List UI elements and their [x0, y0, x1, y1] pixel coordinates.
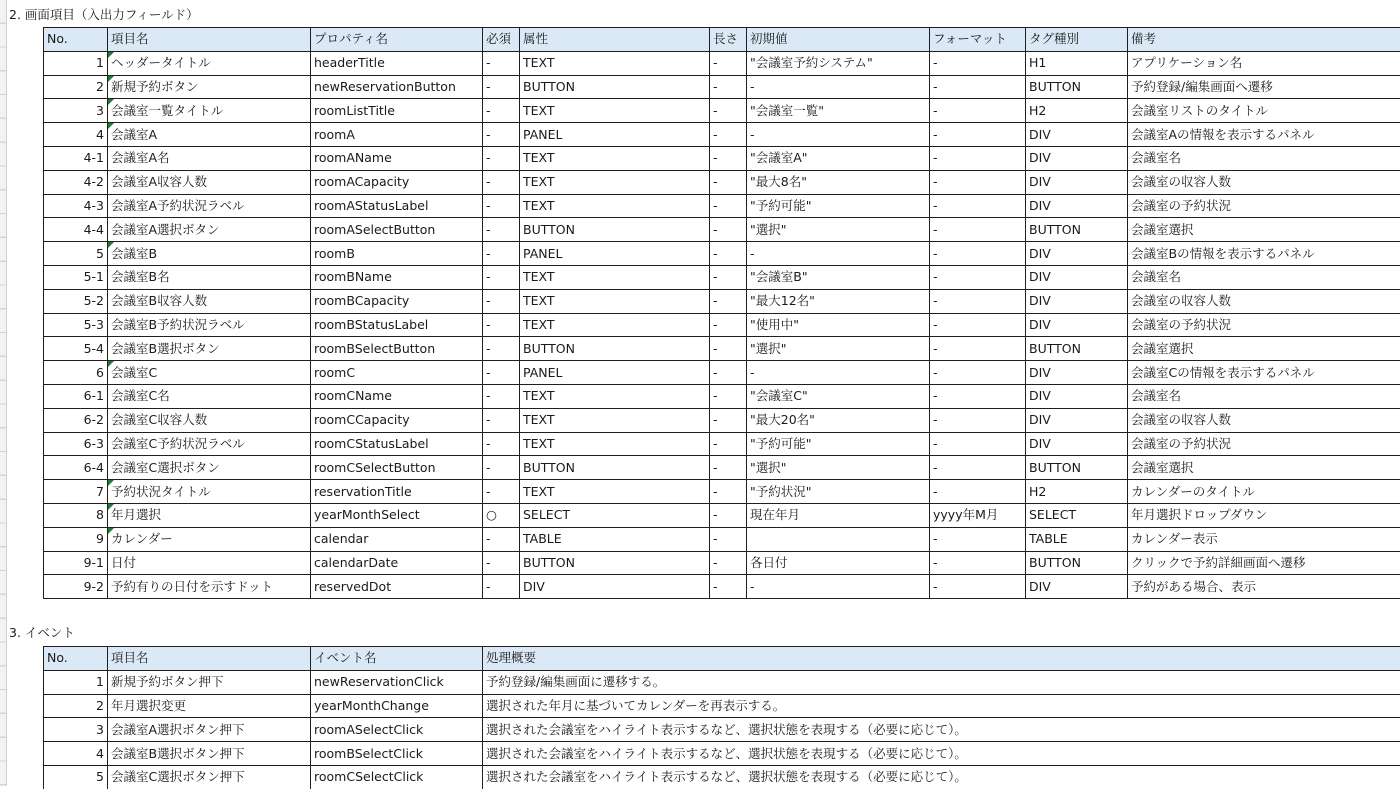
table-row [44, 575, 1400, 599]
cell-item-name[interactable]: 会議室C予約状況ラベル [108, 432, 311, 456]
cell-format[interactable]: - [930, 432, 1026, 456]
cell-no[interactable]: 4-3 [44, 194, 108, 218]
header-event-name[interactable]: イベント名 [311, 647, 483, 671]
cell-format[interactable]: - [930, 384, 1026, 408]
cell-event-name[interactable]: roomCSelectClick [311, 765, 483, 788]
table-row [44, 99, 1400, 123]
cell-format[interactable]: yyyy年M月 [930, 503, 1026, 527]
cell-property-name[interactable]: newReservationButton [311, 75, 483, 99]
cell-property-name[interactable]: headerTitle [311, 51, 483, 75]
table-row [44, 408, 1400, 432]
cell-tag-type[interactable]: DIV [1026, 432, 1128, 456]
cell-remarks[interactable]: 会議室選択 [1128, 218, 1400, 242]
table-row [44, 313, 1400, 337]
cell-required[interactable]: - [483, 242, 520, 266]
cell-required[interactable]: - [483, 337, 520, 361]
cell-attribute[interactable]: PANEL [520, 361, 710, 385]
cell-item-name[interactable]: 会議室B選択ボタン [108, 337, 311, 361]
cell-event-name[interactable]: newReservationClick [311, 670, 483, 694]
cell-property-name[interactable]: roomCCapacity [311, 408, 483, 432]
cell-item-name[interactable]: 会議室A [108, 123, 311, 147]
table-row [44, 503, 1400, 527]
cell-attribute[interactable]: BUTTON [520, 218, 710, 242]
cell-tag-type[interactable]: H1 [1026, 51, 1128, 75]
cell-no[interactable]: 1 [44, 670, 108, 694]
cell-length[interactable]: - [710, 51, 747, 75]
cell-no[interactable]: 5 [44, 765, 108, 788]
cell-length[interactable]: - [710, 194, 747, 218]
cell-required[interactable]: - [483, 361, 520, 385]
cell-required[interactable]: - [483, 146, 520, 170]
cell-format[interactable]: - [930, 99, 1026, 123]
cell-format[interactable]: - [930, 361, 1026, 385]
cell-required[interactable]: - [483, 218, 520, 242]
cell-tag-type[interactable]: DIV [1026, 289, 1128, 313]
cell-remarks[interactable]: 年月選択ドロップダウン [1128, 503, 1400, 527]
cell-property-name[interactable]: reservationTitle [311, 480, 483, 504]
table-row [44, 75, 1400, 99]
cell-no[interactable]: 4-2 [44, 170, 108, 194]
cell-item-name[interactable]: カレンダー [108, 527, 311, 551]
cell-initial-value[interactable]: "会議室一覧" [747, 99, 930, 123]
cell-no[interactable]: 4-1 [44, 146, 108, 170]
cell-format[interactable]: - [930, 575, 1026, 599]
table-row [44, 551, 1400, 575]
cell-initial-value[interactable]: - [747, 242, 930, 266]
cell-event-name[interactable]: roomASelectClick [311, 718, 483, 742]
cell-attribute[interactable]: DIV [520, 575, 710, 599]
cell-length[interactable]: - [710, 456, 747, 480]
cell-attribute[interactable]: TEXT [520, 432, 710, 456]
cell-item-name[interactable]: 会議室一覧タイトル [108, 99, 311, 123]
cell-property-name[interactable]: roomBStatusLabel [311, 313, 483, 337]
cell-required[interactable]: - [483, 170, 520, 194]
table-row [44, 670, 1400, 694]
cell-property-name[interactable]: yearMonthSelect [311, 503, 483, 527]
cell-remarks[interactable]: 予約がある場合、表示 [1128, 575, 1400, 599]
cell-tag-type[interactable]: DIV [1026, 361, 1128, 385]
table-row [44, 218, 1400, 242]
cell-length[interactable]: - [710, 384, 747, 408]
cell-property-name[interactable]: roomListTitle [311, 99, 483, 123]
cell-length[interactable]: - [710, 123, 747, 147]
cell-required[interactable]: - [483, 99, 520, 123]
cell-initial-value[interactable]: 現在年月 [747, 503, 930, 527]
cell-item-name[interactable]: 会議室C選択ボタン [108, 456, 311, 480]
cell-attribute[interactable]: TEXT [520, 99, 710, 123]
cell-item-name[interactable]: 新規予約ボタン押下 [108, 670, 311, 694]
cell-no[interactable]: 2 [44, 694, 108, 718]
cell-tag-type[interactable]: DIV [1026, 123, 1128, 147]
cell-item-name[interactable]: ヘッダータイトル [108, 51, 311, 75]
cell-length[interactable]: - [710, 337, 747, 361]
cell-no[interactable]: 4-4 [44, 218, 108, 242]
cell-tag-type[interactable]: SELECT [1026, 503, 1128, 527]
cell-attribute[interactable]: BUTTON [520, 337, 710, 361]
cell-property-name[interactable]: calendar [311, 527, 483, 551]
cell-tag-type[interactable]: DIV [1026, 575, 1128, 599]
cell-length[interactable]: - [710, 242, 747, 266]
cell-tag-type[interactable]: BUTTON [1026, 218, 1128, 242]
cell-remarks[interactable]: アプリケーション名 [1128, 51, 1400, 75]
cell-no[interactable]: 2 [44, 75, 108, 99]
header-tag-type[interactable]: タグ種別 [1026, 28, 1128, 52]
header-no[interactable]: No. [44, 647, 108, 671]
cell-remarks[interactable]: 会議室の収容人数 [1128, 289, 1400, 313]
cell-attribute[interactable]: TEXT [520, 313, 710, 337]
cell-length[interactable]: - [710, 575, 747, 599]
cell-length[interactable]: - [710, 408, 747, 432]
cell-tag-type[interactable]: DIV [1026, 384, 1128, 408]
cell-initial-value[interactable] [747, 527, 930, 551]
cell-attribute[interactable]: TEXT [520, 384, 710, 408]
cell-remarks[interactable]: 会議室の収容人数 [1128, 170, 1400, 194]
cell-no[interactable]: 9 [44, 527, 108, 551]
cell-required[interactable]: - [483, 408, 520, 432]
cell-format[interactable]: - [930, 146, 1026, 170]
cell-tag-type[interactable]: BUTTON [1026, 456, 1128, 480]
cell-tag-type[interactable]: DIV [1026, 194, 1128, 218]
cell-item-name[interactable]: 年月選択変更 [108, 694, 311, 718]
cell-no[interactable]: 4 [44, 742, 108, 766]
cell-property-name[interactable]: roomBCapacity [311, 289, 483, 313]
cell-remarks[interactable]: カレンダー表示 [1128, 527, 1400, 551]
cell-initial-value[interactable]: "最大8名" [747, 170, 930, 194]
fields-table [43, 27, 1400, 599]
table-row [44, 51, 1400, 75]
cell-tag-type[interactable]: DIV [1026, 170, 1128, 194]
cell-no[interactable]: 8 [44, 503, 108, 527]
cell-length[interactable]: - [710, 480, 747, 504]
cell-initial-value[interactable]: - [747, 361, 930, 385]
cell-item-name[interactable]: 会議室B選択ボタン押下 [108, 742, 311, 766]
cell-format[interactable]: - [930, 313, 1026, 337]
table-row [44, 170, 1400, 194]
cell-item-name[interactable]: 会議室B [108, 242, 311, 266]
cell-initial-value[interactable]: "最大20名" [747, 408, 930, 432]
cell-format[interactable]: - [930, 265, 1026, 289]
cell-remarks[interactable]: 会議室選択 [1128, 337, 1400, 361]
table-row [44, 194, 1400, 218]
cell-length[interactable]: - [710, 265, 747, 289]
table-row [44, 765, 1400, 788]
cell-format[interactable]: - [930, 51, 1026, 75]
cell-attribute[interactable]: TEXT [520, 480, 710, 504]
cell-remarks[interactable]: 会議室名 [1128, 384, 1400, 408]
cell-required[interactable]: - [483, 527, 520, 551]
cell-attribute[interactable]: BUTTON [520, 75, 710, 99]
events-table [43, 646, 1400, 789]
cell-format[interactable]: - [930, 480, 1026, 504]
cell-item-name[interactable]: 会議室A選択ボタン [108, 218, 311, 242]
cell-process-summary[interactable]: 選択された会議室をハイライト表示するなど、選択状態を表現する（必要に応じて）。 [483, 718, 1400, 742]
cell-process-summary[interactable]: 選択された会議室をハイライト表示するなど、選択状態を表現する（必要に応じて）。 [483, 742, 1400, 766]
cell-required[interactable]: - [483, 313, 520, 337]
header-initial-value[interactable]: 初期値 [747, 28, 930, 52]
cell-no[interactable]: 5-2 [44, 289, 108, 313]
header-item-name[interactable]: 項目名 [108, 28, 311, 52]
table-row [44, 361, 1400, 385]
cell-required[interactable]: - [483, 289, 520, 313]
cell-remarks[interactable]: 会議室Cの情報を表示するパネル [1128, 361, 1400, 385]
cell-no[interactable]: 6-2 [44, 408, 108, 432]
cell-required[interactable]: - [483, 194, 520, 218]
cell-property-name[interactable]: roomASelectButton [311, 218, 483, 242]
cell-tag-type[interactable]: DIV [1026, 265, 1128, 289]
section-fields-title: 2. 画面項目（入出力フィールド） [9, 4, 199, 26]
cell-item-name[interactable]: 予約有りの日付を示すドット [108, 575, 311, 599]
cell-attribute[interactable]: BUTTON [520, 551, 710, 575]
cell-length[interactable]: - [710, 503, 747, 527]
cell-required[interactable]: - [483, 265, 520, 289]
header-length[interactable]: 長さ [710, 28, 747, 52]
table-row [44, 146, 1400, 170]
table-row [44, 289, 1400, 313]
cell-attribute[interactable]: TEXT [520, 289, 710, 313]
cell-no[interactable]: 4 [44, 123, 108, 147]
cell-initial-value[interactable]: - [747, 75, 930, 99]
cell-format[interactable]: - [930, 527, 1026, 551]
cell-tag-type[interactable]: DIV [1026, 408, 1128, 432]
cell-no[interactable]: 6 [44, 361, 108, 385]
table-row [44, 123, 1400, 147]
cell-format[interactable]: - [930, 218, 1026, 242]
cell-length[interactable]: - [710, 99, 747, 123]
header-item-name[interactable]: 項目名 [108, 647, 311, 671]
cell-attribute[interactable]: TEXT [520, 408, 710, 432]
cell-length[interactable]: - [710, 218, 747, 242]
cell-attribute[interactable]: BUTTON [520, 456, 710, 480]
cell-initial-value[interactable]: "最大12名" [747, 289, 930, 313]
cell-initial-value[interactable]: 各日付 [747, 551, 930, 575]
cell-format[interactable]: - [930, 337, 1026, 361]
cell-no[interactable]: 6-3 [44, 432, 108, 456]
cell-remarks[interactable]: 会議室Bの情報を表示するパネル [1128, 242, 1400, 266]
cell-attribute[interactable]: PANEL [520, 242, 710, 266]
header-required[interactable]: 必須 [483, 28, 520, 52]
cell-length[interactable]: - [710, 432, 747, 456]
table-row [44, 718, 1400, 742]
cell-length[interactable]: - [710, 527, 747, 551]
cell-item-name[interactable]: 年月選択 [108, 503, 311, 527]
cell-property-name[interactable]: roomC [311, 361, 483, 385]
cell-attribute[interactable]: TABLE [520, 527, 710, 551]
cell-format[interactable]: - [930, 551, 1026, 575]
cell-remarks[interactable]: 会議室名 [1128, 146, 1400, 170]
cell-item-name[interactable]: 会議室C収容人数 [108, 408, 311, 432]
cell-initial-value[interactable]: "会議室B" [747, 265, 930, 289]
cell-item-name[interactable]: 日付 [108, 551, 311, 575]
cell-required[interactable]: - [483, 123, 520, 147]
cell-no[interactable]: 6-1 [44, 384, 108, 408]
cell-length[interactable]: - [710, 146, 747, 170]
cell-remarks[interactable]: 予約登録/編集画面へ遷移 [1128, 75, 1400, 99]
cell-property-name[interactable]: roomCName [311, 384, 483, 408]
cell-initial-value[interactable]: - [747, 575, 930, 599]
cell-initial-value[interactable]: "予約可能" [747, 194, 930, 218]
cell-item-name[interactable]: 会議室C [108, 361, 311, 385]
cell-format[interactable]: - [930, 289, 1026, 313]
cell-attribute[interactable]: TEXT [520, 265, 710, 289]
cell-property-name[interactable]: roomCSelectButton [311, 456, 483, 480]
cell-initial-value[interactable]: "予約状況" [747, 480, 930, 504]
cell-item-name[interactable]: 会議室C選択ボタン押下 [108, 765, 311, 788]
cell-property-name[interactable]: roomACapacity [311, 170, 483, 194]
cell-remarks[interactable]: 会議室名 [1128, 265, 1400, 289]
table-row [44, 456, 1400, 480]
cell-initial-value[interactable]: "選択" [747, 456, 930, 480]
header-attribute[interactable]: 属性 [520, 28, 710, 52]
cell-no[interactable]: 1 [44, 51, 108, 75]
cell-format[interactable]: - [930, 123, 1026, 147]
cell-tag-type[interactable]: DIV [1026, 146, 1128, 170]
cell-initial-value[interactable]: "会議室予約システム" [747, 51, 930, 75]
cell-event-name[interactable]: roomBSelectClick [311, 742, 483, 766]
cell-required[interactable]: - [483, 384, 520, 408]
cell-no[interactable]: 7 [44, 480, 108, 504]
cell-remarks[interactable]: 会議室の予約状況 [1128, 432, 1400, 456]
cell-remarks[interactable]: 会議室の収容人数 [1128, 408, 1400, 432]
cell-remarks[interactable]: クリックで予約詳細画面へ遷移 [1128, 551, 1400, 575]
cell-item-name[interactable]: 会議室A名 [108, 146, 311, 170]
row-header-strip [0, 0, 7, 786]
cell-length[interactable]: - [710, 551, 747, 575]
cell-item-name[interactable]: 会議室C名 [108, 384, 311, 408]
cell-property-name[interactable]: reservedDot [311, 575, 483, 599]
cell-length[interactable]: - [710, 361, 747, 385]
cell-property-name[interactable]: roomCStatusLabel [311, 432, 483, 456]
cell-no[interactable]: 3 [44, 718, 108, 742]
header-no[interactable]: No. [44, 28, 108, 52]
cell-property-name[interactable]: roomBName [311, 265, 483, 289]
cell-attribute[interactable]: TEXT [520, 146, 710, 170]
cell-event-name[interactable]: yearMonthChange [311, 694, 483, 718]
cell-no[interactable]: 3 [44, 99, 108, 123]
cell-remarks[interactable]: 会議室Aの情報を表示するパネル [1128, 123, 1400, 147]
cell-property-name[interactable]: roomB [311, 242, 483, 266]
cell-length[interactable]: - [710, 289, 747, 313]
cell-process-summary[interactable]: 予約登録/編集画面に遷移する。 [483, 670, 1400, 694]
cell-length[interactable]: - [710, 313, 747, 337]
cell-format[interactable]: - [930, 170, 1026, 194]
cell-tag-type[interactable]: TABLE [1026, 527, 1128, 551]
cell-tag-type[interactable]: DIV [1026, 313, 1128, 337]
cell-initial-value[interactable]: "予約可能" [747, 432, 930, 456]
cell-no[interactable]: 5-3 [44, 313, 108, 337]
cell-initial-value[interactable]: "選択" [747, 337, 930, 361]
header-remarks[interactable]: 備考 [1128, 28, 1400, 52]
cell-no[interactable]: 5-4 [44, 337, 108, 361]
cell-required[interactable]: - [483, 51, 520, 75]
cell-format[interactable]: - [930, 194, 1026, 218]
cell-attribute[interactable]: SELECT [520, 503, 710, 527]
cell-remarks[interactable]: 会議室リストのタイトル [1128, 99, 1400, 123]
cell-item-name[interactable]: 会議室A選択ボタン押下 [108, 718, 311, 742]
cell-format[interactable]: - [930, 75, 1026, 99]
cell-no[interactable]: 5-1 [44, 265, 108, 289]
table-row [44, 432, 1400, 456]
cell-remarks[interactable]: 会議室の予約状況 [1128, 194, 1400, 218]
table-row [44, 527, 1400, 551]
cell-property-name[interactable]: roomAStatusLabel [311, 194, 483, 218]
cell-item-name[interactable]: 予約状況タイトル [108, 480, 311, 504]
cell-tag-type[interactable]: BUTTON [1026, 551, 1128, 575]
cell-property-name[interactable]: roomBSelectButton [311, 337, 483, 361]
cell-required[interactable]: - [483, 456, 520, 480]
header-process-summary[interactable]: 処理概要 [483, 647, 1400, 671]
cell-tag-type[interactable]: BUTTON [1026, 337, 1128, 361]
cell-length[interactable]: - [710, 170, 747, 194]
cell-required[interactable]: - [483, 551, 520, 575]
cell-initial-value[interactable]: - [747, 123, 930, 147]
cell-item-name[interactable]: 会議室A収容人数 [108, 170, 311, 194]
cell-attribute[interactable]: TEXT [520, 194, 710, 218]
events-header-row [44, 647, 1400, 671]
cell-format[interactable]: - [930, 408, 1026, 432]
cell-item-name[interactable]: 会議室B名 [108, 265, 311, 289]
cell-remarks[interactable]: カレンダーのタイトル [1128, 480, 1400, 504]
section-events-title: 3. イベント [9, 622, 75, 644]
cell-format[interactable]: - [930, 242, 1026, 266]
cell-item-name[interactable]: 会議室B予約状況ラベル [108, 313, 311, 337]
cell-format[interactable]: - [930, 456, 1026, 480]
cell-required[interactable]: - [483, 480, 520, 504]
cell-attribute[interactable]: TEXT [520, 51, 710, 75]
cell-initial-value[interactable]: "選択" [747, 218, 930, 242]
cell-process-summary[interactable]: 選択された年月に基づいてカレンダーを再表示する。 [483, 694, 1400, 718]
table-row [44, 480, 1400, 504]
cell-tag-type[interactable]: DIV [1026, 242, 1128, 266]
table-row [44, 742, 1400, 766]
cell-initial-value[interactable]: "会議室C" [747, 384, 930, 408]
cell-property-name[interactable]: roomA [311, 123, 483, 147]
cell-property-name[interactable]: roomAName [311, 146, 483, 170]
cell-no[interactable]: 9-2 [44, 575, 108, 599]
fields-header-row [44, 28, 1400, 52]
cell-attribute[interactable]: TEXT [520, 170, 710, 194]
cell-process-summary[interactable]: 選択された会議室をハイライト表示するなど、選択状態を表現する（必要に応じて）。 [483, 765, 1400, 788]
cell-property-name[interactable]: calendarDate [311, 551, 483, 575]
table-row [44, 384, 1400, 408]
cell-no[interactable]: 6-4 [44, 456, 108, 480]
cell-remarks[interactable]: 会議室の予約状況 [1128, 313, 1400, 337]
cell-tag-type[interactable]: BUTTON [1026, 75, 1128, 99]
header-property-name[interactable]: プロパティ名 [311, 28, 483, 52]
cell-initial-value[interactable]: "会議室A" [747, 146, 930, 170]
cell-item-name[interactable]: 会議室A予約状況ラベル [108, 194, 311, 218]
cell-required[interactable]: - [483, 575, 520, 599]
cell-item-name[interactable]: 会議室B収容人数 [108, 289, 311, 313]
cell-initial-value[interactable]: "使用中" [747, 313, 930, 337]
header-format[interactable]: フォーマット [930, 28, 1026, 52]
cell-remarks[interactable]: 会議室選択 [1128, 456, 1400, 480]
table-row [44, 242, 1400, 266]
cell-tag-type[interactable]: H2 [1026, 99, 1128, 123]
cell-required[interactable]: - [483, 432, 520, 456]
cell-required[interactable]: - [483, 75, 520, 99]
cell-required[interactable]: ○ [483, 503, 520, 527]
cell-item-name[interactable]: 新規予約ボタン [108, 75, 311, 99]
cell-attribute[interactable]: PANEL [520, 123, 710, 147]
cell-length[interactable]: - [710, 75, 747, 99]
table-row [44, 265, 1400, 289]
cell-tag-type[interactable]: H2 [1026, 480, 1128, 504]
cell-no[interactable]: 5 [44, 242, 108, 266]
cell-no[interactable]: 9-1 [44, 551, 108, 575]
table-row [44, 337, 1400, 361]
table-row [44, 694, 1400, 718]
